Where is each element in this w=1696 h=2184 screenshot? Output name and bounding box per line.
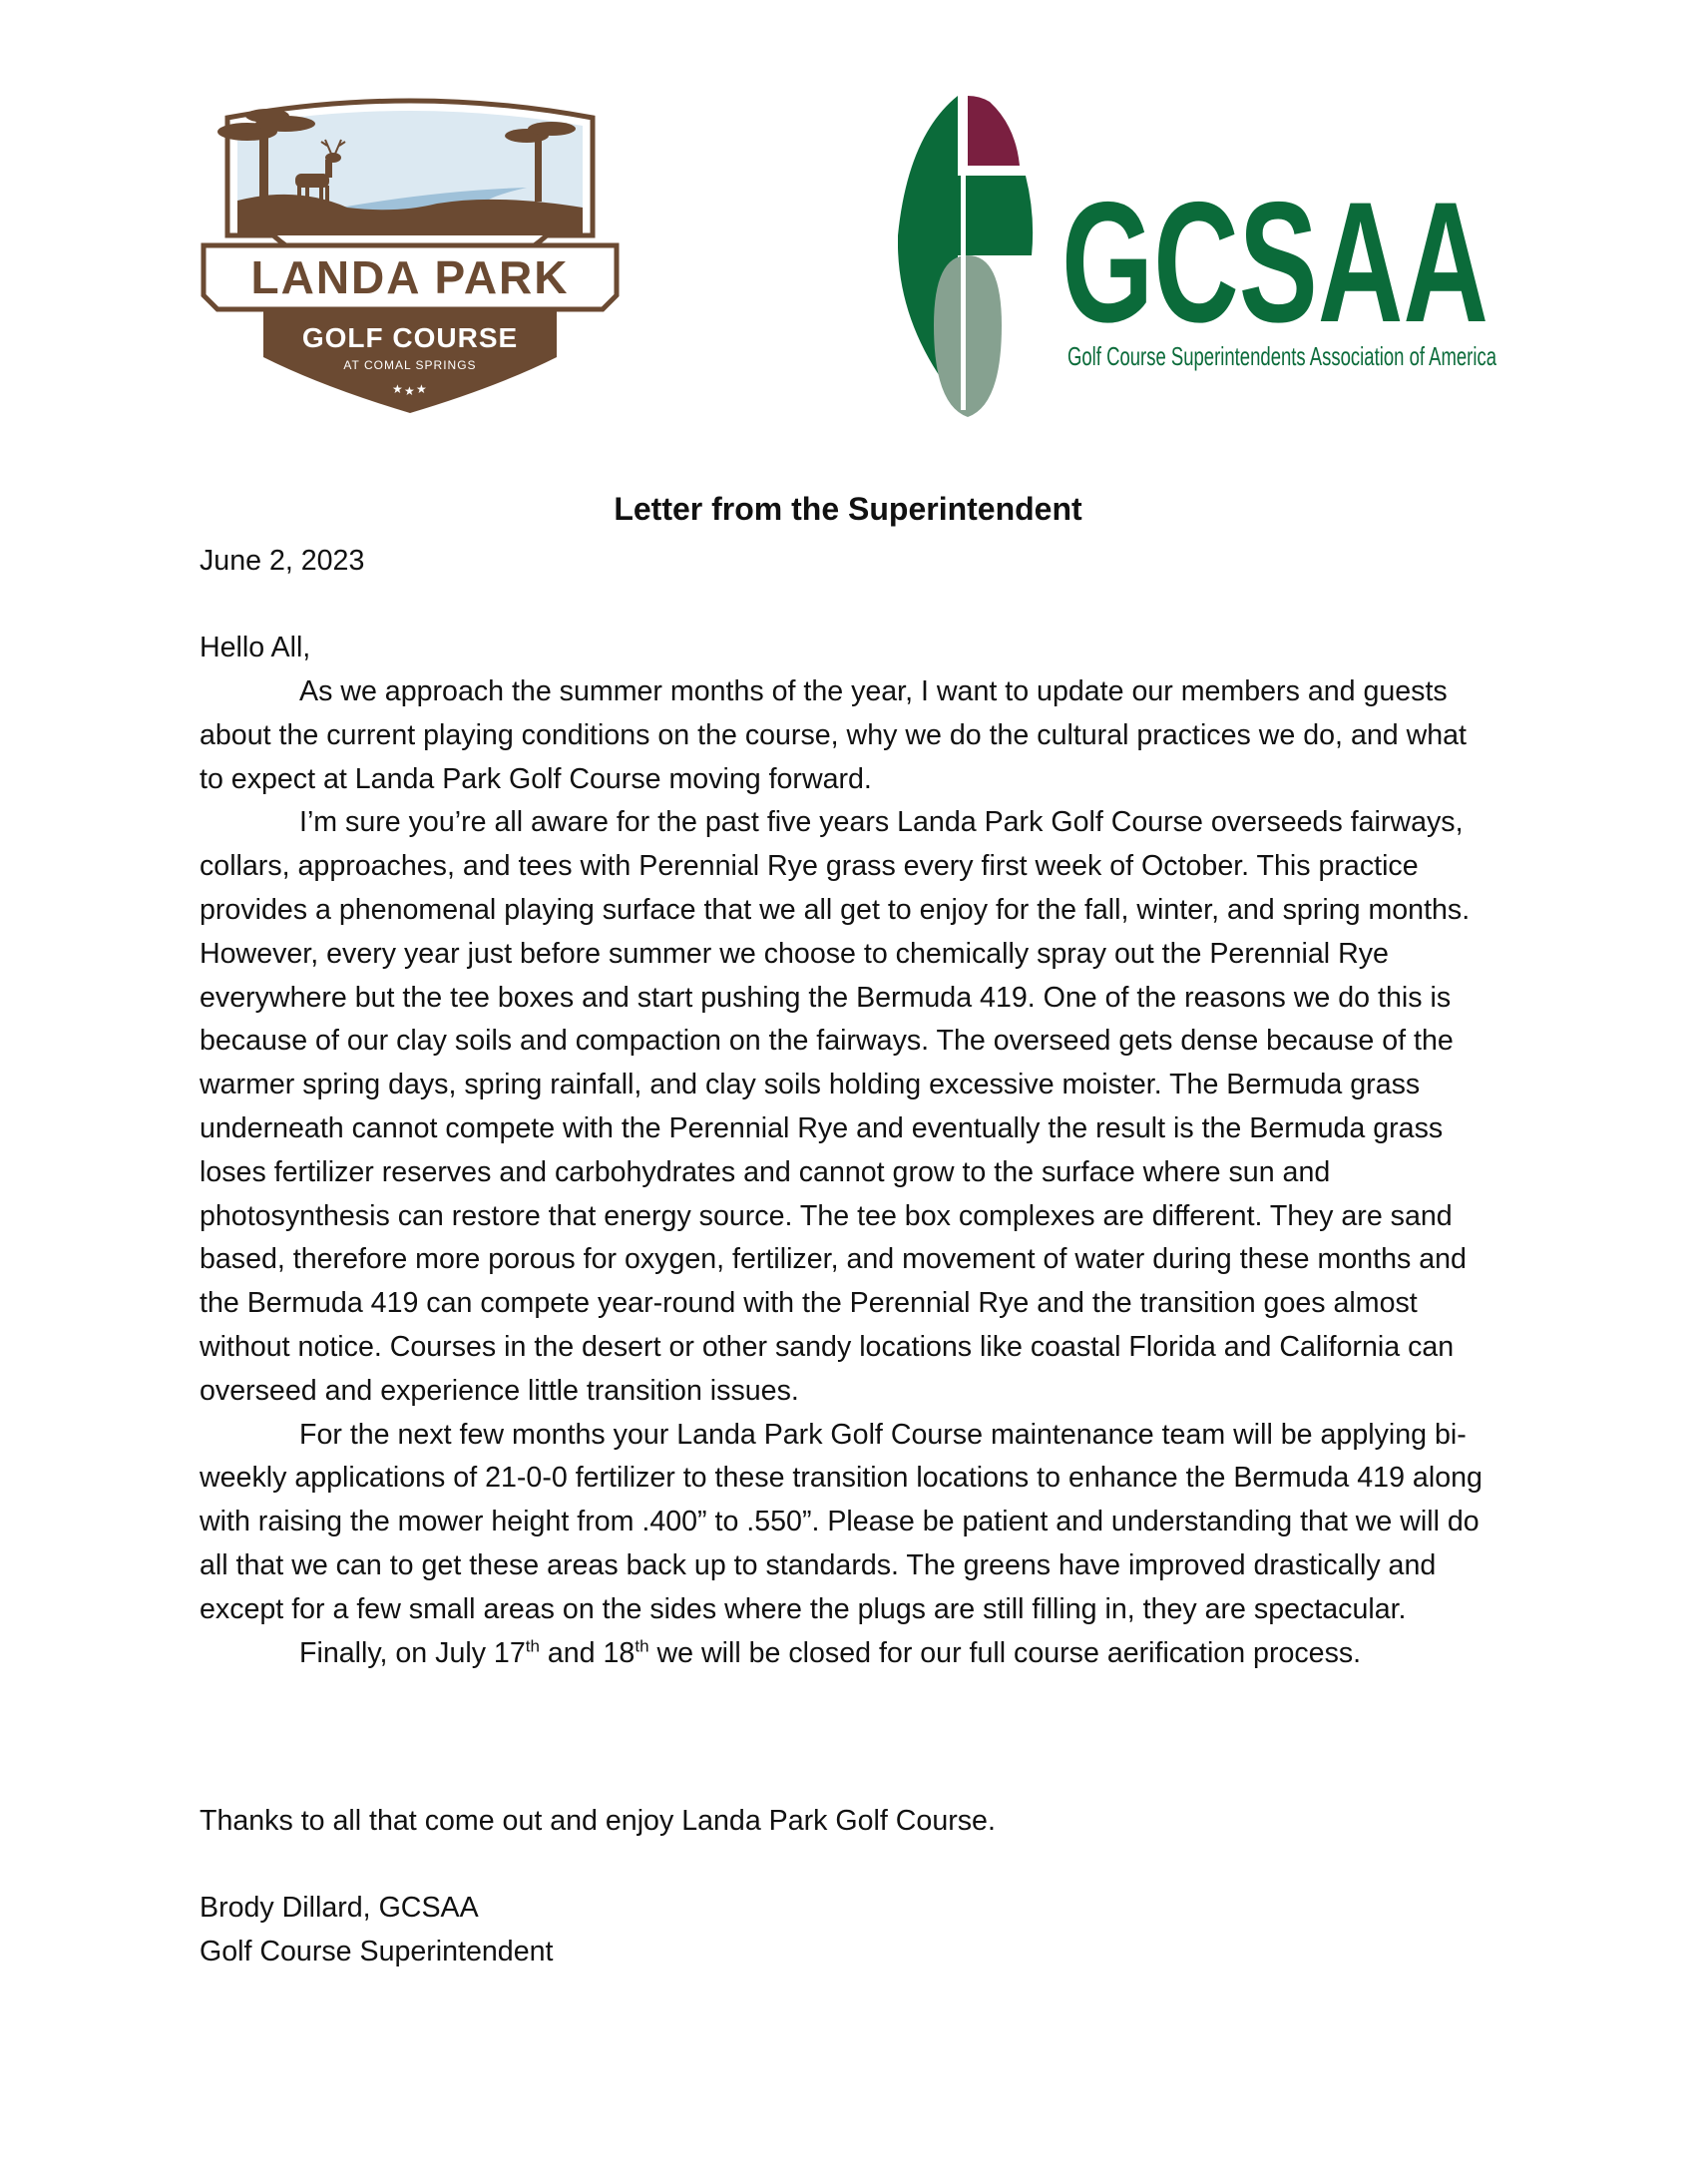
letter-date: June 2, 2023	[200, 545, 365, 577]
paragraph-intro: As we approach the summer months of the year, I want to update our members and guests about the current playing conditions on the course, why we do the cultural practices we do, and what to expect at Landa Park Golf Course moving forward.	[200, 675, 1467, 795]
landa-title: LANDA PARK	[250, 251, 570, 303]
gcsaa-tagline: Golf Course Superintendents Association of America	[1067, 341, 1497, 371]
gcsaa-logo	[898, 96, 1506, 417]
gcsaa-emblem-divider	[961, 106, 966, 410]
landa-park-logo	[198, 96, 623, 419]
aerification-text-2: and 18	[539, 1636, 636, 1669]
gcsaa-emblem-sage	[934, 255, 1002, 417]
signature-name: Brody Dillard, GCSAA	[200, 1892, 479, 1924]
paragraph-overseed: I’m sure you’re all aware for the past five years Landa Park Golf Course overseeds fairways, collars, approaches, and tees with Perennial Rye grass every first week of October. This practice provides a phenomenal playing surface that we all get to enjoy for the fall, winter, and spring months. However, every year just before summer we choose to chemically spray out the Perennial Rye everywhere but the tee boxes and start pushing the Bermuda 419. One of the reasons we do this is because of our clay soils and compaction on the fairways. The overseed gets dense because of the warmer spring days, spring rainfall, and clay soils holding excessive moister. The Bermuda grass underneath cannot compete with the Perennial Rye and eventually the result is the Bermuda grass loses fertilizer reserves and carbohydrates and cannot grow to the surface where sun and photosynthesis can restore that energy source. The tee box complexes are different. They are sand based, therefore more porous for oxygen, fertilizer, and movement of water during these months and the Bermuda 419 can compete year-round with the Perennial Rye and the transition goes almost without notice. Courses in the desert or other sandy locations like coastal Florida and California can overseed and experience little transition issues.	[200, 806, 1471, 1407]
letter-closing: Thanks to all that come out and enjoy Landa Park Golf Course.	[200, 1805, 996, 1837]
svg-text:★: ★	[404, 384, 415, 398]
superscript-th-2: th	[635, 1636, 649, 1655]
gcsaa-wordmark: GCSAA	[1061, 167, 1488, 358]
letter-greeting: Hello All,	[200, 632, 311, 663]
landa-stars-icon	[392, 382, 427, 398]
gcsaa-emblem-green-right	[968, 176, 1033, 255]
aerification-text-3: we will be closed for our full course aerification process.	[648, 1636, 1362, 1669]
signature-block	[200, 1887, 1496, 1974]
paragraph-maintenance: For the next few months your Landa Park Golf Course maintenance team will be applying bi-weekly applications of 21-0-0 fertilizer to these transition locations to enhance the Bermuda 419 along with raising the mower height from .400” to .550”. Please be patient and understanding that we will do all that we can to get these areas back up to standards. The greens have improved drastically and except for a few small areas on the sides where the plugs are still filling in, they are spectacular.	[200, 1418, 1483, 1625]
svg-text:★: ★	[416, 382, 427, 396]
svg-text:★: ★	[392, 382, 403, 396]
letter-title: Letter from the Superintendent	[614, 491, 1082, 527]
landa-subtitle: GOLF COURSE	[301, 322, 519, 353]
aerification-text-1: Finally, on July 17	[299, 1636, 526, 1669]
signature-title: Golf Course Superintendent	[200, 1935, 554, 1967]
paragraph-aerification	[200, 1632, 1496, 1676]
letter-body	[200, 670, 1496, 1675]
gcsaa-emblem-maroon	[968, 96, 1020, 166]
superscript-th-1: th	[525, 1636, 540, 1655]
landa-tagline: AT COMAL SPRINGS	[343, 358, 477, 372]
